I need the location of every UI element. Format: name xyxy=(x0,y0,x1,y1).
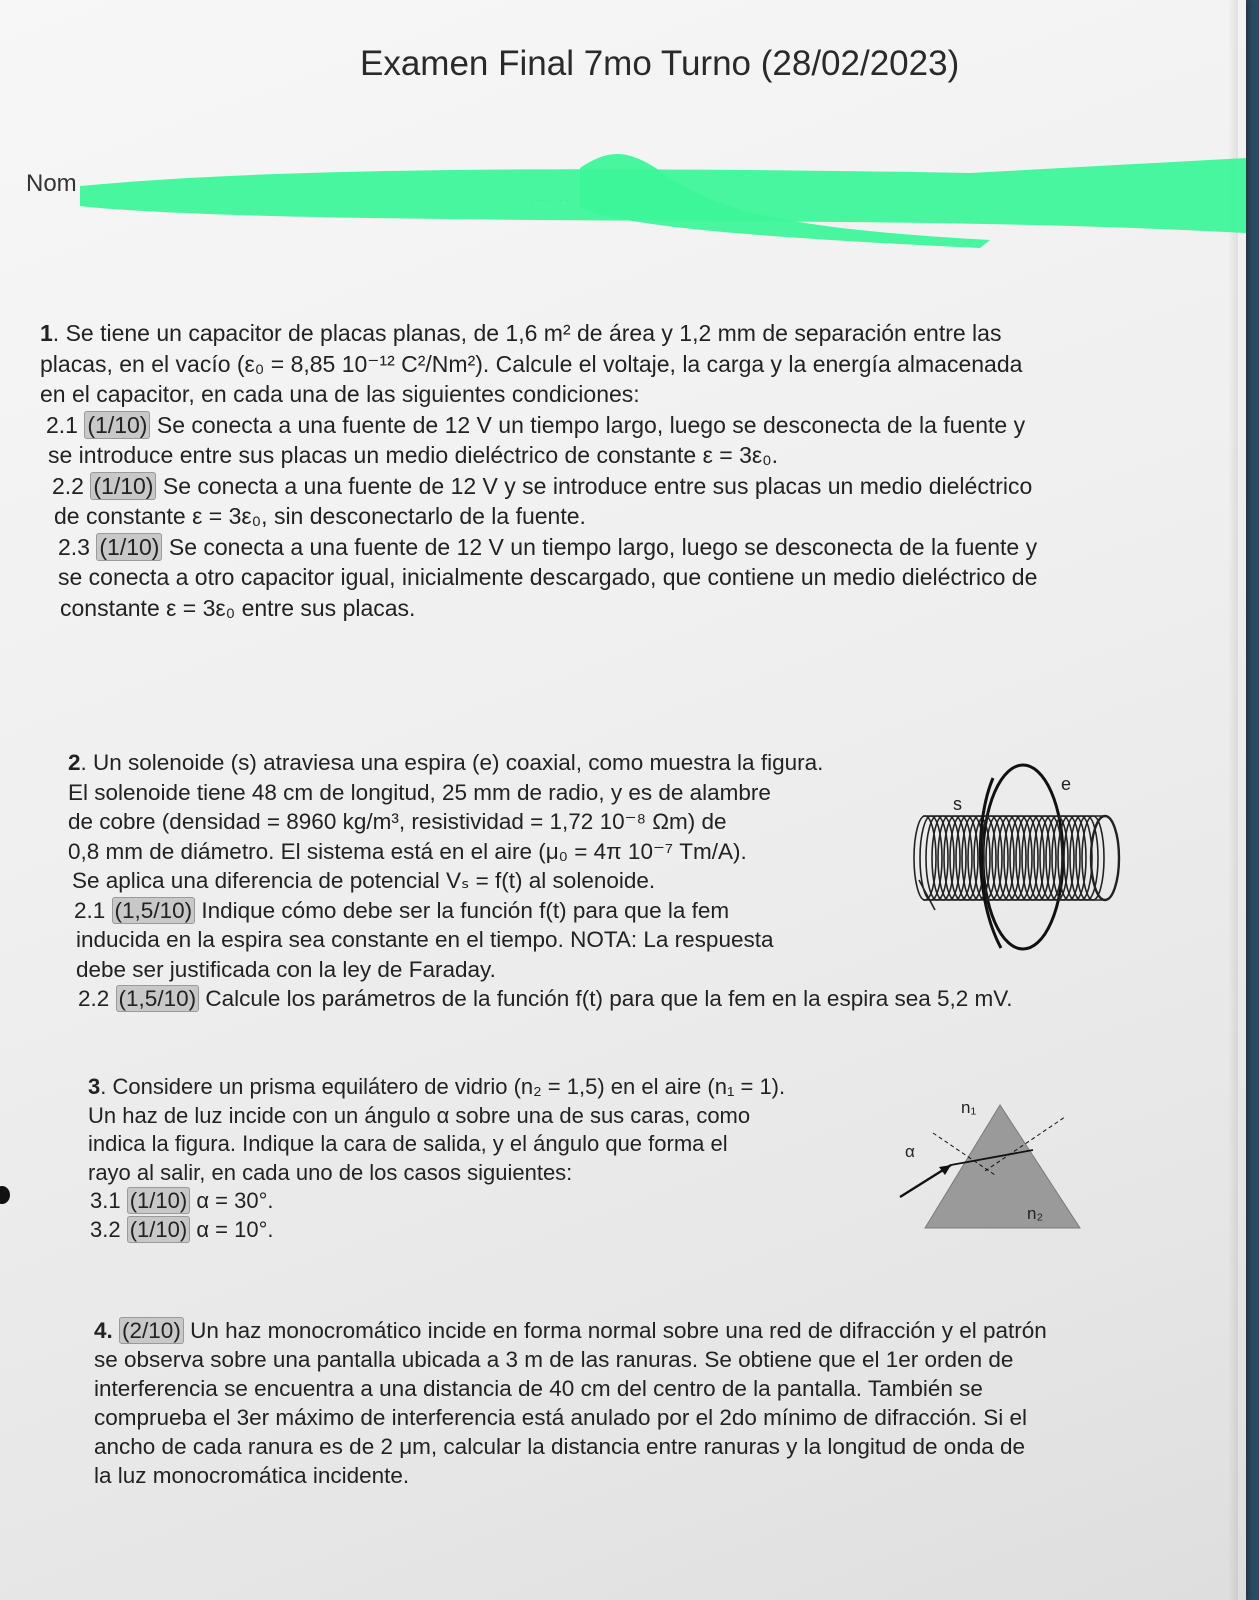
points-badge: (1/10) xyxy=(127,1216,190,1243)
q2-item-1-line-3: debe ser justificada con la ley de Faraday. xyxy=(76,956,496,982)
q2-line-2: El solenoide tiene 48 cm de longitud, 25 mm de radio, y es de alambre xyxy=(68,779,771,805)
loop-back xyxy=(983,765,1063,949)
q1-line-2: placas, en el vacío (ε₀ = 8,85 10⁻¹² C²/Nm²). Calcule el voltaje, la carga y la energía almacenada xyxy=(40,350,1023,377)
q1-item-3-line-3: constante ε = 3ε₀ entre sus placas. xyxy=(60,594,416,621)
q2-line-4: 0,8 mm de diámetro. El sistema está en el aire (μ₀ = 4π 10⁻⁷ Tm/A). xyxy=(68,838,747,864)
hole-punch-mark xyxy=(0,1186,10,1204)
label-s: s xyxy=(953,794,962,814)
q1-item-2-line-2: de constante ε = 3ε₀, sin desconectarlo de la fuente. xyxy=(54,503,586,529)
q3-line-2: Un haz de luz incide con un ángulo α sobre una de sus caras, como xyxy=(88,1102,751,1128)
q3-line-4: rayo al salir, en cada uno de los casos siguientes: xyxy=(88,1159,573,1185)
points-badge: (1/10) xyxy=(84,411,150,439)
prism-figure xyxy=(895,1095,1095,1235)
points-badge: (1,5/10) xyxy=(116,985,200,1012)
q1-item-1-line-1: 2.1 (1/10) Se conecta a una fuente de 12 V un tiempo largo, luego se desconecta de la fuente y xyxy=(46,411,1026,438)
q1-item-3-line-1: 2.3 (1/10) Se conecta a una fuente de 12 V un tiempo largo, luego se desconecta de la fuente y xyxy=(58,533,1038,560)
q4-number: 4. xyxy=(94,1318,113,1343)
label-n1: n₁ xyxy=(961,1098,977,1117)
q2-item-2-line-1: 2.2 (1,5/10) Calcule los parámetros de la función f(t) para que la fem en la espira sea 5,2 mV. xyxy=(78,986,1013,1011)
q1-item-2-line-1: 2.2 (1/10) Se conecta a una fuente de 12 V y se introduce entre sus placas un medio dieléctrico xyxy=(52,472,1033,499)
q2-line-1: 2. Un solenoide (s) atraviesa una espira (e) coaxial, como muestra la figura. xyxy=(68,750,824,775)
q1-line-1: 1. Se tiene un capacitor de placas planas, de 1,6 m² de área y 1,2 mm de separación entre las xyxy=(40,320,1002,346)
points-badge: (1/10) xyxy=(96,533,162,561)
q4-line-2: se observa sobre una pantalla ubicada a 3 m de las ranuras. Se obtiene que el 1er orden de xyxy=(94,1347,1014,1372)
q4-line-6: la luz monocromática incidente. xyxy=(94,1463,410,1488)
q2-item-1-line-2: inducida en la espira sea constante en el tiempo. NOTA: La respuesta xyxy=(76,927,774,952)
name-field-label: Nom xyxy=(26,170,77,197)
label-e: e xyxy=(1061,774,1072,794)
q3-line-3: indica la figura. Indique la cara de salida, y el ángulo que forma el xyxy=(88,1131,728,1156)
q2-line-5: Se aplica una diferencia de potencial Vₛ = f(t) al solenoide. xyxy=(72,868,656,893)
question-2 xyxy=(68,748,1012,1014)
q4-line-5: ancho de cada ranura es de 2 μm, calcular la distancia entre ranuras y la longitud de onda de xyxy=(94,1434,1026,1459)
q2-number: 2 xyxy=(68,750,81,775)
solenoid-figure xyxy=(905,760,1145,960)
q3-item-2: 3.2 (1/10) α = 10°. xyxy=(90,1216,274,1242)
points-badge: (1,5/10) xyxy=(112,897,196,924)
wire-lead xyxy=(919,880,935,910)
q1-line-3: en el capacitor, en cada una de las siguientes condiciones: xyxy=(40,381,640,407)
q4-line-1: 4. (2/10) Un haz monocromático incide en forma normal sobre una red de difracción y el patrón xyxy=(94,1318,1047,1343)
points-badge: (1/10) xyxy=(90,472,156,500)
q1-number: 1 xyxy=(40,320,53,346)
q3-line-1: 3. Considere un prisma equilátero de vidrio (n₂ = 1,5) en el aire (n₁ = 1). xyxy=(88,1074,786,1099)
points-badge: (1/10) xyxy=(127,1187,190,1214)
q1-item-1-line-2: se introduce entre sus placas un medio dieléctrico de constante ε = 3ε₀. xyxy=(48,442,779,468)
points-badge: (2/10) xyxy=(119,1317,184,1344)
question-4 xyxy=(94,1316,1047,1490)
q2-item-1-line-1: 2.1 (1,5/10) Indique cómo debe ser la función f(t) para que la fem xyxy=(74,897,730,923)
solenoid-coils xyxy=(914,816,1119,900)
q3-number: 3 xyxy=(88,1074,101,1099)
q1-item-3-line-2: se conecta a otro capacitor igual, inicialmente descargado, que contiene un medio dieléctrico de xyxy=(58,564,1038,590)
q2-line-3: de cobre (densidad = 8960 kg/m³, resistividad = 1,72 10⁻⁸ Ωm) de xyxy=(68,809,727,834)
q3-item-1: 3.1 (1/10) α = 30°. xyxy=(90,1188,274,1213)
question-3 xyxy=(88,1073,785,1244)
q4-line-3: interferencia se encuentra a una distancia de 40 cm del centro de la pantalla. También se xyxy=(94,1376,983,1401)
redaction-mark xyxy=(70,148,1246,258)
label-n2: n₂ xyxy=(1027,1204,1044,1223)
question-1 xyxy=(40,318,1037,623)
label-alpha: α xyxy=(905,1142,915,1161)
q4-line-4: comprueba el 3er máximo de interferencia está anulado por el 2do mínimo de difracción. Si el xyxy=(94,1405,1028,1430)
exam-title: Examen Final 7mo Turno (28/02/2023) xyxy=(360,44,960,83)
